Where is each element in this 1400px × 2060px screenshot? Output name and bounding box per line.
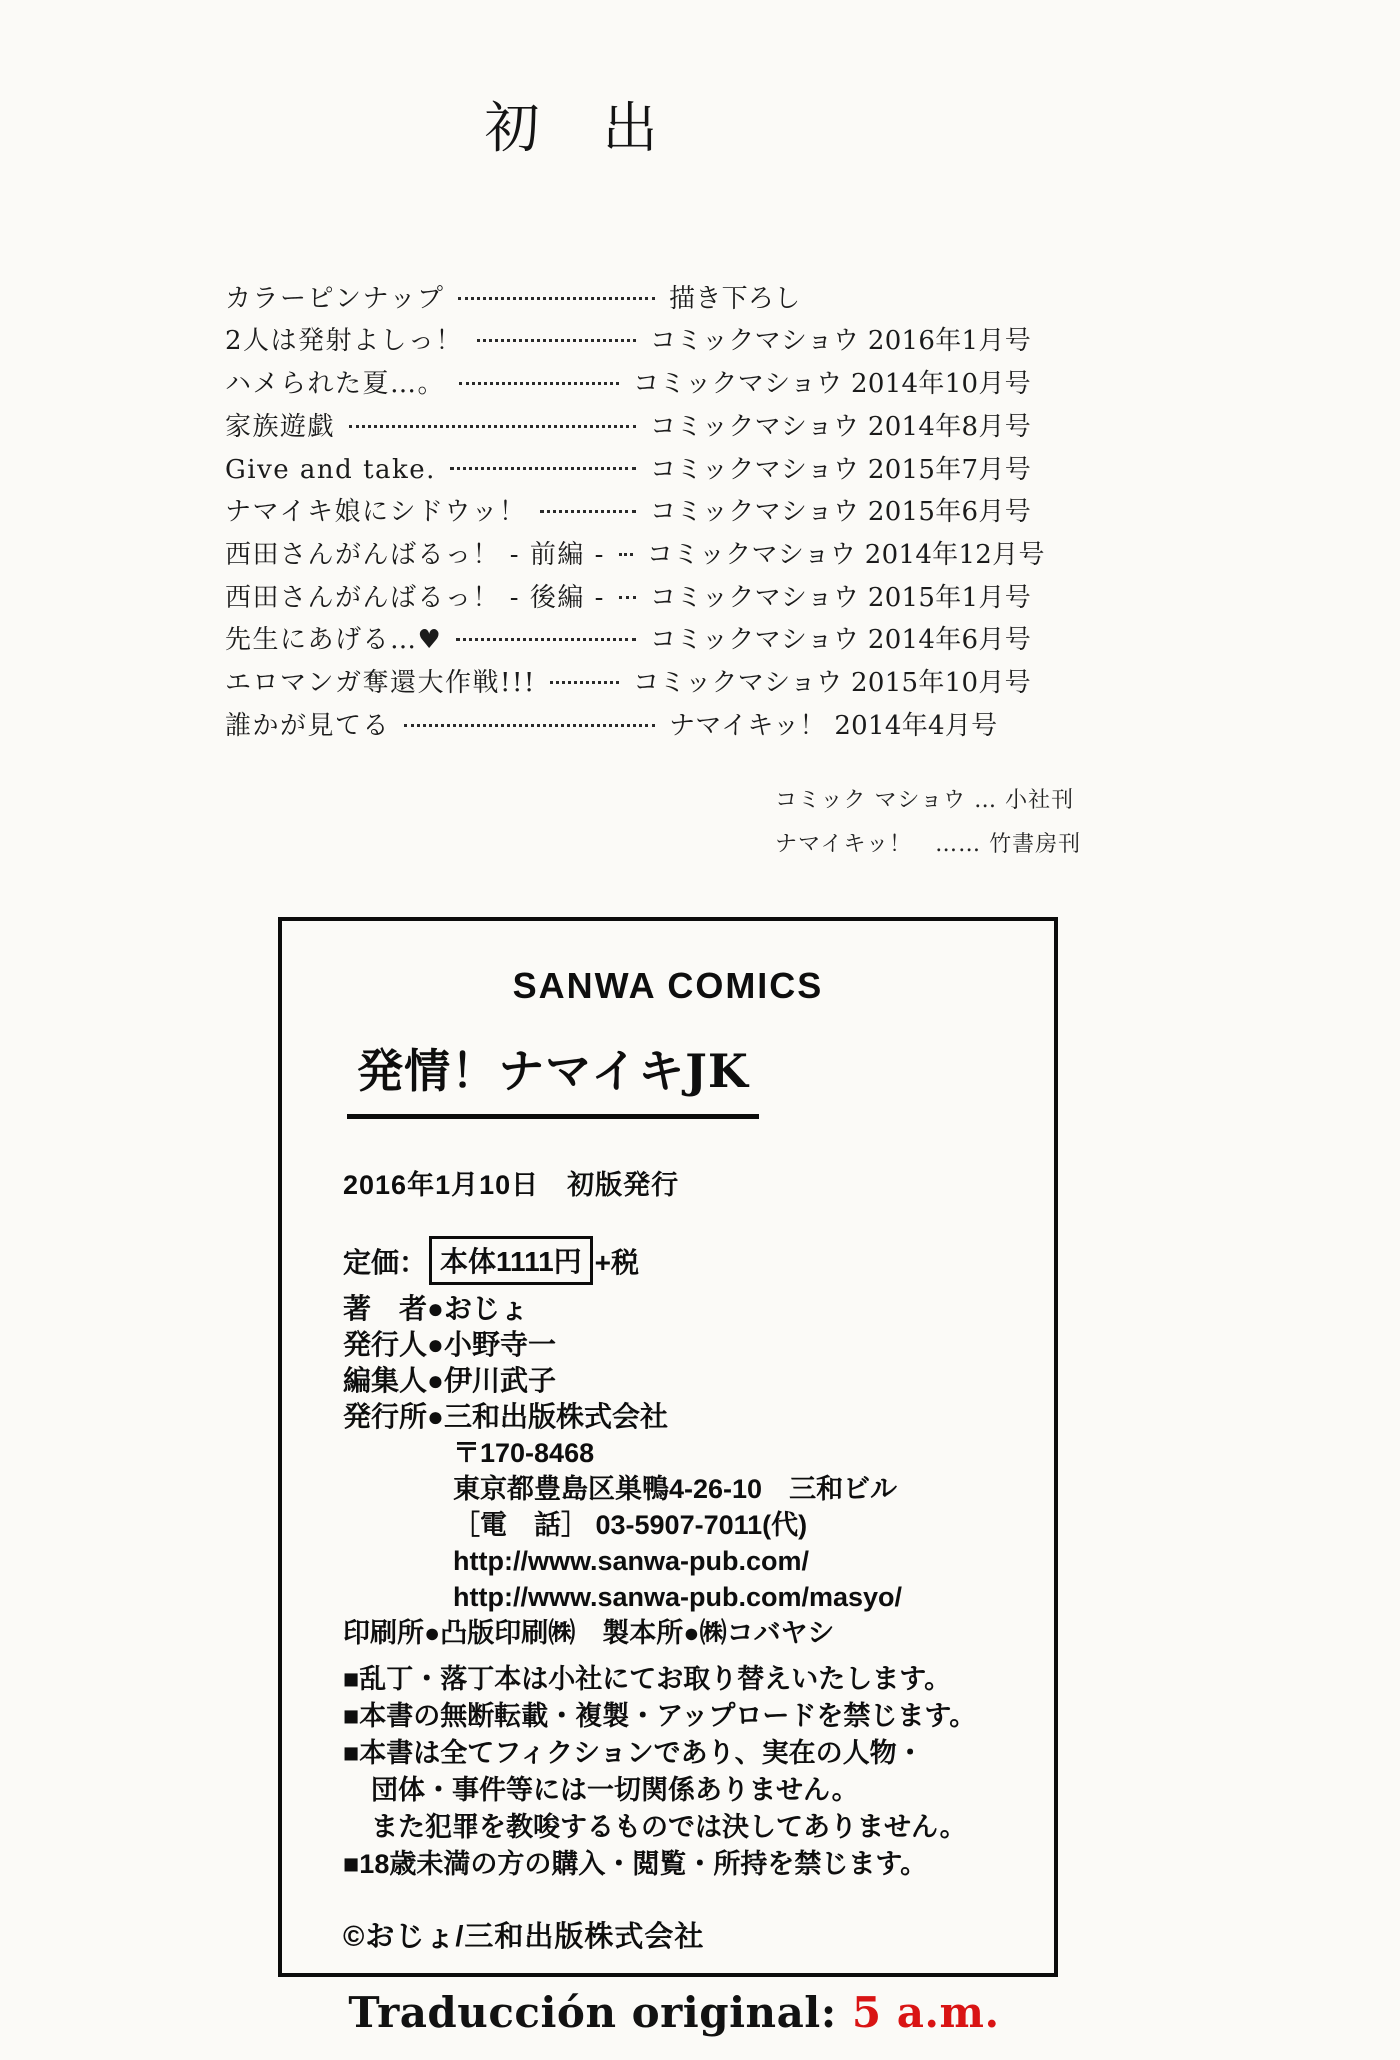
notice-line: ■乱丁・落丁本は小社にてお取り替えいたします。 [343, 1664, 952, 1694]
chapter-title: ナマイキ娘にシドウッ！ [225, 497, 527, 528]
address-line: 東京都豊島区巣鴨4-26-10 三和ビル [453, 1474, 898, 1504]
chapter-title: Give and take. [225, 454, 436, 485]
publisher-note: コミック マショウ … 小社刊 [775, 788, 1075, 813]
chapter-source: コミックマショウ 2014年10月号 [633, 369, 1031, 400]
bullet-icon: ● [427, 1401, 444, 1432]
legal-notices [343, 1661, 1054, 1883]
dotted-leader [540, 510, 635, 513]
notice-line: また犯罪を教唆するものでは決してありません。 [371, 1812, 967, 1842]
dotted-leader [619, 596, 636, 599]
dotted-leader [619, 553, 633, 556]
page-title: 初 出 [484, 96, 662, 160]
dotted-leader [456, 638, 636, 641]
bullet-icon: ● [427, 1365, 444, 1396]
dotted-leader [550, 681, 619, 684]
chapter-title: 2人は発射よしっ！ [225, 326, 464, 357]
staff-row [343, 1291, 1054, 1327]
staff-label: 編集人 [343, 1365, 428, 1396]
chapter-title: 家族遊戯 [225, 411, 336, 442]
staff-value: おじょ [443, 1293, 528, 1324]
staff-label: 著 者 [343, 1293, 428, 1324]
notice-line: 団体・事件等には一切関係ありません。 [371, 1775, 859, 1805]
staff-row [343, 1327, 1054, 1363]
dotted-leader [450, 467, 636, 470]
chapter-source: ナマイキッ！ 2014年4月号 [669, 710, 998, 741]
chapter-source: コミックマショウ 2015年10月号 [633, 667, 1031, 698]
colophon-box [278, 917, 1058, 1977]
translation-label: Traducción original: [348, 1988, 852, 2037]
staff-row [343, 1399, 1054, 1435]
printer-line: 印刷所●凸版印刷㈱ 製本所●㈱コバヤシ [343, 1618, 835, 1648]
chapter-title: 誰かが見てる [225, 710, 391, 741]
price-line [343, 1236, 1054, 1285]
translator-credit: 5 a.m. [851, 1988, 1000, 2037]
publisher-address [453, 1435, 1054, 1615]
first-publication-list [225, 272, 1045, 742]
book-title: 発情！ナマイキJK [357, 1044, 749, 1098]
credit-row [225, 528, 1045, 571]
credit-row [225, 656, 1031, 699]
bullet-icon: ● [427, 1293, 444, 1324]
edition-date-line: 2016年1月10日 初版発行 [343, 1170, 680, 1200]
staff-label: 発行人 [343, 1329, 428, 1360]
chapter-source: コミックマショウ 2014年12月号 [646, 539, 1045, 570]
chapter-title: ハメられた夏…。 [225, 369, 446, 400]
dotted-leader [477, 339, 636, 342]
credit-row [225, 699, 1031, 742]
credit-row [225, 614, 1031, 657]
credit-row [225, 443, 1031, 486]
chapter-source: コミックマショウ 2015年7月号 [649, 454, 1031, 485]
staff-value: 小野寺一 [443, 1329, 556, 1360]
bullet-icon: ● [427, 1329, 444, 1360]
chapter-source: コミックマショウ 2016年1月号 [649, 326, 1031, 357]
website-url: http://www.sanwa-pub.com/ [453, 1546, 809, 1576]
staff-value: 三和出版株式会社 [443, 1401, 668, 1432]
publisher-note: ナマイキッ！ …… 竹書房刊 [775, 832, 1082, 857]
phone-line: ［電 話］ 03-5907-7011(代) [453, 1510, 808, 1540]
price-suffix: +税 [594, 1246, 640, 1278]
dotted-leader [459, 382, 619, 385]
chapter-title: 西田さんがんばるっ！ - 後編 - [225, 582, 605, 613]
credit-row [225, 571, 1031, 614]
staff-value: 伊川武子 [443, 1365, 556, 1396]
staff-credits [343, 1291, 1054, 1435]
website-url: http://www.sanwa-pub.com/masyo/ [453, 1582, 903, 1612]
chapter-source: コミックマショウ 2015年1月号 [649, 582, 1031, 613]
chapter-title: 先生にあげる…♥ [225, 625, 443, 656]
chapter-title: カラーピンナップ [225, 283, 445, 314]
staff-row [343, 1363, 1054, 1399]
price-label: 定価： [343, 1246, 428, 1278]
translator-footer [0, 1988, 1348, 2037]
chapter-source: 描き下ろし [669, 283, 801, 314]
dotted-leader [349, 425, 636, 428]
credit-row [225, 400, 1031, 443]
chapter-source: コミックマショウ 2014年8月号 [649, 411, 1031, 442]
credit-row [225, 315, 1031, 358]
credit-row [225, 272, 1031, 315]
credit-row [225, 357, 1031, 400]
chapter-title: 西田さんがんばるっ！ - 前編 - [225, 539, 605, 570]
notice-line: ■18歳未満の方の購入・閲覧・所持を禁じます。 [343, 1849, 928, 1879]
notice-line: ■本書の無断転載・複製・アップロードを禁じます。 [343, 1701, 977, 1731]
dotted-leader [458, 297, 655, 300]
magazine-publisher-notes [775, 779, 1081, 867]
chapter-source: コミックマショウ 2014年6月号 [649, 625, 1031, 656]
price-box: 本体1111円 [429, 1236, 593, 1285]
notice-line: ■本書は全てフィクションであり、実在の人物・ [343, 1738, 924, 1768]
copyright-line: ©おじょ/三和出版株式会社 [343, 1921, 705, 1953]
dotted-leader [404, 724, 655, 727]
chapter-source: コミックマショウ 2015年6月号 [649, 497, 1031, 528]
postal-code: 〒170-8468 [453, 1438, 595, 1468]
chapter-title: エロマンガ奪還大作戦!!! [225, 667, 536, 698]
credit-row [225, 485, 1031, 528]
book-title-underline [347, 1035, 759, 1119]
imprint-label: SANWA COMICS [512, 965, 824, 1006]
staff-label: 発行所 [343, 1401, 428, 1432]
